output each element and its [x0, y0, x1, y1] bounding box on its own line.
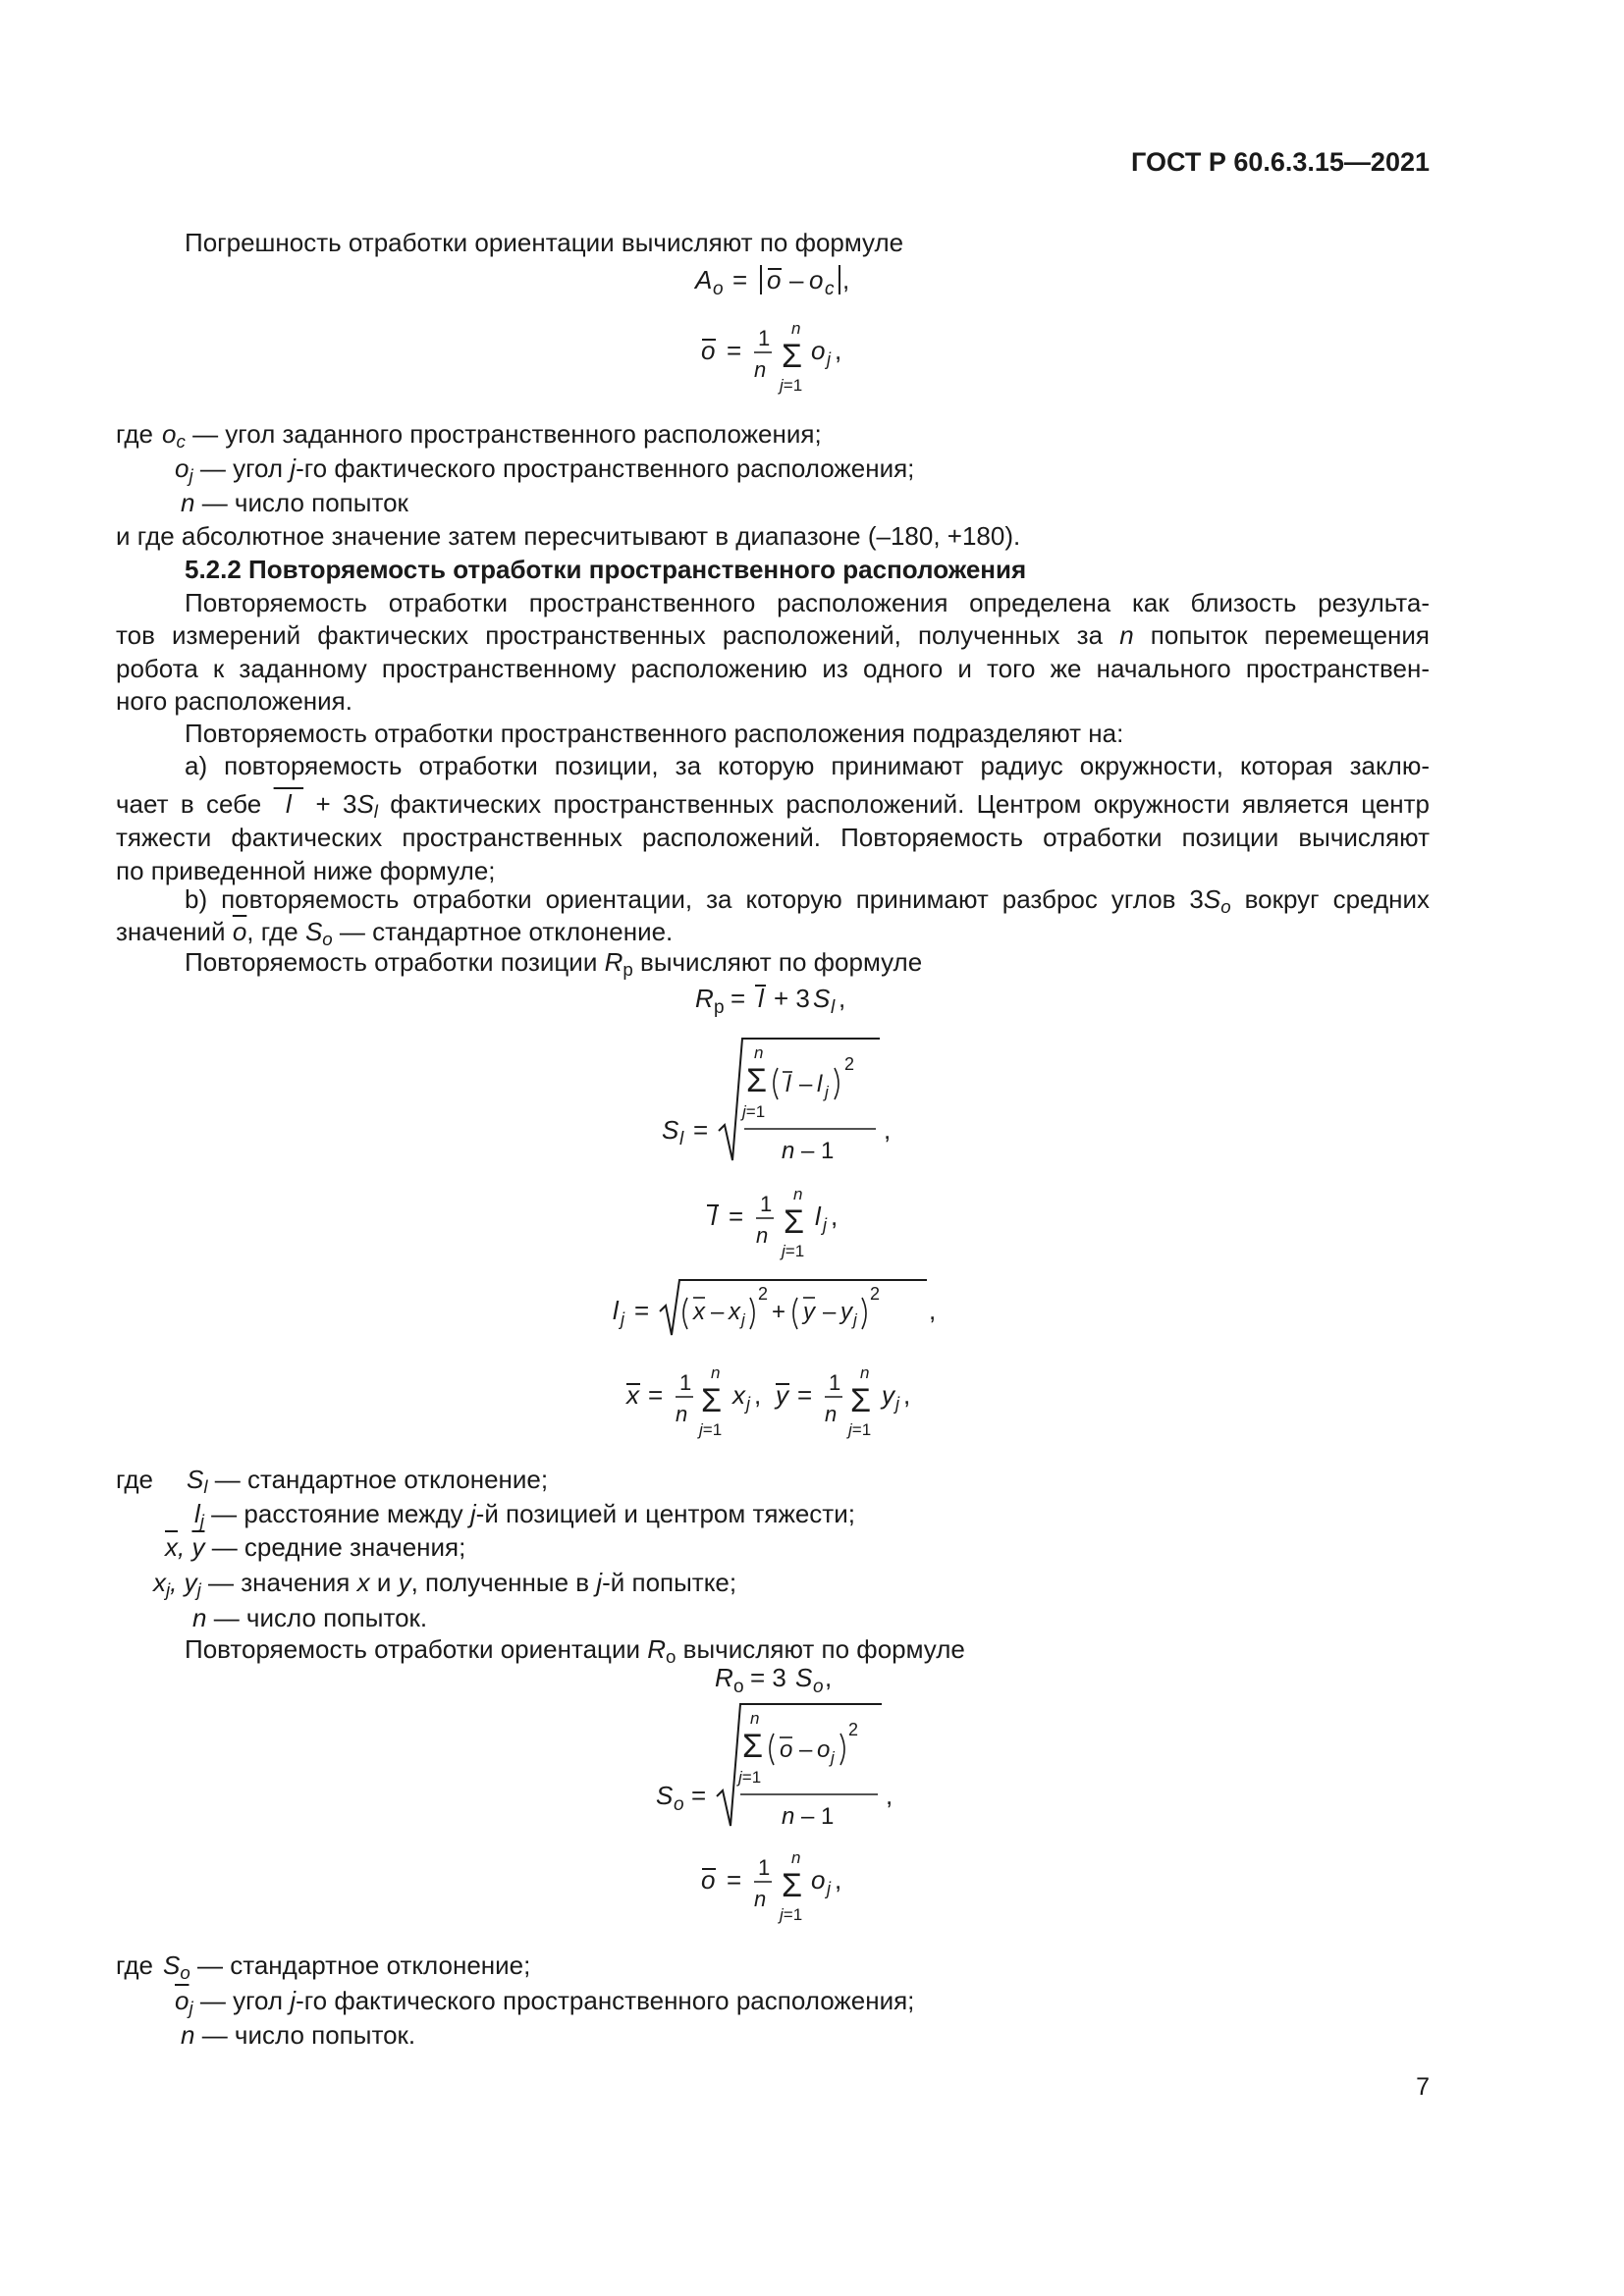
svg-text:S: S: [813, 984, 831, 1013]
svg-text:o: o: [809, 265, 824, 294]
svg-text:o: o: [701, 336, 716, 365]
svg-text:y: y: [776, 1380, 788, 1410]
svg-text:=: =: [727, 1865, 742, 1895]
svg-text:–: –: [799, 1071, 813, 1097]
section-522-p1-line3: робота к заданному пространственному расположению из одного и того же начального пространствен-: [116, 654, 1430, 683]
svg-text:j=1: j=1: [738, 1768, 762, 1787]
svg-text:o: o: [780, 1736, 793, 1763]
svg-text:,: ,: [825, 1663, 833, 1692]
svg-text:j: j: [621, 1309, 624, 1329]
svg-text:c: c: [825, 279, 835, 299]
svg-text:,: ,: [835, 1865, 842, 1895]
svg-text:=: =: [634, 1296, 650, 1325]
formula-ro: [709, 1659, 856, 1698]
svg-text:n: n: [860, 1363, 870, 1382]
item-a-line2: чает в себе $l + 3S_l$ фактических пространственных расположений. Центром окружности является центр: [116, 789, 1431, 823]
def-xbar-ybar: $\overline{x}$, $\overline{y}$ — средние значения;: [165, 1532, 466, 1562]
def-where-word-ro: где: [116, 1950, 153, 1980]
formula-xbar-ybar: [619, 1357, 933, 1447]
svg-text:o: o: [674, 1794, 684, 1815]
page-number: 7: [1416, 2073, 1430, 2101]
svg-text:x: x: [693, 1299, 705, 1325]
formula-orientation-accuracy: [687, 257, 884, 302]
svg-text:– 1: – 1: [801, 1138, 835, 1164]
svg-text:l: l: [711, 1201, 717, 1231]
section-522-p1-line4: ного расположения.: [116, 686, 352, 716]
svg-text:n: n: [791, 1848, 801, 1867]
svg-text:2: 2: [758, 1284, 769, 1304]
svg-text:A: A: [695, 265, 713, 294]
svg-text:1: 1: [829, 1370, 841, 1395]
svg-text:j=1: j=1: [780, 1905, 803, 1924]
svg-text:2: 2: [844, 1054, 855, 1074]
svg-text:l: l: [815, 1201, 821, 1231]
svg-text:j: j: [827, 349, 831, 369]
svg-text:– 1: – 1: [801, 1803, 835, 1830]
def-n-ro: n — число попыток.: [181, 2020, 416, 2050]
svg-text:l: l: [613, 1296, 619, 1325]
def-where-word-a: где: [116, 419, 153, 449]
svg-text:Σ: Σ: [784, 1203, 805, 1241]
svg-text:=: =: [727, 336, 742, 365]
ro-intro: Повторяемость отработки ориентации $R_o$ вычисляют по формуле: [185, 1634, 965, 1668]
item-a-line3: тяжести фактических пространственных расположений. Повторяемость отработки позиции вычисляют: [116, 823, 1430, 852]
svg-text:Σ: Σ: [742, 1728, 764, 1765]
svg-text:,: ,: [754, 1380, 762, 1410]
svg-text:o: o: [767, 265, 782, 294]
item-a-line4: по приведенной ниже формуле;: [116, 856, 496, 885]
svg-text:j: j: [827, 1879, 831, 1898]
def-n-a: n — число попыток: [181, 488, 408, 517]
svg-text:S: S: [656, 1781, 674, 1810]
svg-text:j: j: [825, 1083, 829, 1101]
svg-text:,: ,: [835, 336, 842, 365]
svg-text:=: =: [732, 265, 748, 294]
svg-text:n: n: [711, 1363, 721, 1382]
svg-text:R: R: [715, 1663, 733, 1692]
svg-text:1: 1: [679, 1370, 692, 1395]
svg-text:Σ: Σ: [850, 1382, 872, 1419]
standard-code-header: ГОСТ Р 60.6.3.15—2021: [1131, 147, 1430, 177]
svg-text:j: j: [853, 1310, 857, 1329]
formula-mean-orientation-2: [697, 1842, 864, 1932]
svg-text:–: –: [823, 1299, 837, 1325]
svg-text:j=1: j=1: [782, 1242, 805, 1260]
svg-text:x: x: [732, 1380, 745, 1410]
svg-text:n: n: [750, 1709, 760, 1728]
svg-text:= 3: = 3: [750, 1663, 786, 1692]
svg-text:n: n: [676, 1402, 688, 1426]
svg-text:=: =: [731, 984, 746, 1013]
svg-text:–: –: [789, 265, 804, 294]
svg-text:y: y: [803, 1299, 815, 1325]
item-a-line1: а) повторяемость отработки позиции, за которую принимают радиус окружности, которая заклю-: [185, 751, 1430, 780]
svg-text:n: n: [756, 1223, 769, 1248]
formula-so: [652, 1696, 907, 1834]
item-a-lbar-expr: $l + 3S_l$: [273, 789, 378, 823]
svg-text:n: n: [793, 1185, 803, 1203]
svg-text:j: j: [741, 1310, 745, 1329]
svg-text:+: +: [772, 1299, 786, 1325]
svg-text:–: –: [799, 1736, 813, 1763]
svg-text:=: =: [691, 1781, 707, 1810]
def-oj-ro: $\overline{o}_j$ — угол j-го фактического пространственного расположения;: [175, 1986, 915, 2019]
svg-text:R: R: [695, 984, 714, 1013]
def-lj: $l_j$ — расстояние между j-й позицией и центром тяжести;: [194, 1499, 855, 1532]
svg-text:Σ: Σ: [782, 338, 803, 375]
svg-text:y: y: [882, 1380, 894, 1410]
svg-text:=: =: [729, 1201, 744, 1231]
svg-text:j=1: j=1: [699, 1420, 723, 1439]
svg-text:o: o: [817, 1736, 831, 1763]
svg-text:n: n: [791, 319, 801, 338]
svg-text:l: l: [831, 997, 836, 1018]
svg-text:j: j: [823, 1215, 827, 1235]
svg-text:j=1: j=1: [780, 376, 803, 395]
def-where-word-rp: где: [116, 1465, 153, 1494]
svg-text:x: x: [626, 1380, 639, 1410]
svg-text:2: 2: [870, 1284, 881, 1304]
orientation-error-intro: Погрешность отработки ориентации вычисляют по формуле: [185, 228, 904, 257]
section-522-p2: Повторяемость отработки пространственного расположения подразделяют на:: [185, 719, 1124, 748]
svg-text:–: –: [711, 1299, 725, 1325]
svg-text:o: o: [811, 336, 826, 365]
svg-text:n: n: [782, 1138, 795, 1164]
svg-text:+ 3: + 3: [774, 984, 810, 1013]
svg-text:p: p: [714, 997, 725, 1018]
svg-text:S: S: [662, 1115, 679, 1145]
svg-text:,: ,: [831, 1201, 839, 1231]
svg-text:j: j: [746, 1394, 750, 1414]
def-xj-yj: $x_j$, $y_j$ — значения x и y, полученные в j-й попытке;: [153, 1568, 737, 1601]
svg-text:x: x: [729, 1299, 740, 1325]
svg-text:l: l: [679, 1129, 684, 1149]
def-sl: $S_l$ — стандартное отклонение;: [187, 1465, 549, 1498]
item-b-line1: b) повторяемость отработки ориентации, за которую принимают разброс углов $3S_o$ вокруг средних: [185, 884, 1430, 918]
svg-text:j=1: j=1: [848, 1420, 872, 1439]
formula-mean-orientation-1: [697, 312, 864, 402]
section-522-p1-line2: тов измерений фактических пространственных расположений, полученных за n попыток перемещения: [116, 620, 1430, 650]
svg-text:n: n: [782, 1803, 795, 1830]
svg-text:n: n: [754, 1887, 767, 1911]
formula-sl: [658, 1031, 903, 1168]
svg-text:,: ,: [886, 1781, 893, 1810]
svg-text:=: =: [797, 1380, 813, 1410]
svg-text:S: S: [795, 1663, 813, 1692]
svg-text:Σ: Σ: [746, 1062, 768, 1099]
rp-intro: Повторяемость отработки позиции $R_p$ вычисляют по формуле: [185, 947, 923, 981]
svg-text:o: o: [813, 1677, 824, 1697]
def-oc-text: — угол заданного пространственного расположения;: [192, 419, 822, 449]
svg-text:1: 1: [758, 1855, 771, 1880]
def-oc-symbol: $o_c$: [162, 419, 186, 453]
svg-text:,: ,: [884, 1115, 892, 1145]
def-n-symbol: n: [181, 488, 195, 517]
formula-lbar: [703, 1178, 860, 1268]
def-oj: $o_j$ — угол j-го фактического пространственного расположения;: [175, 454, 915, 487]
def-oj-symbol: $o_j$: [175, 454, 193, 487]
svg-text:l: l: [785, 1071, 791, 1097]
range-note: и где абсолютное значение затем пересчитывают в диапазоне (–180, +180).: [116, 521, 1021, 551]
svg-text:,: ,: [903, 1380, 911, 1410]
svg-text:Σ: Σ: [701, 1382, 723, 1419]
formula-rp: [687, 974, 884, 1019]
svg-text:=: =: [693, 1115, 709, 1145]
svg-text:y: y: [840, 1299, 852, 1325]
svg-text:j=1: j=1: [742, 1102, 766, 1121]
svg-text:=: =: [648, 1380, 664, 1410]
svg-text:n: n: [754, 1043, 764, 1062]
svg-text:Σ: Σ: [782, 1867, 803, 1904]
svg-text:,: ,: [929, 1296, 937, 1325]
def-so: $S_o$ — стандартное отклонение;: [163, 1950, 531, 1984]
svg-text:1: 1: [758, 326, 771, 350]
svg-text:l: l: [758, 984, 764, 1013]
svg-text:l: l: [817, 1071, 823, 1097]
section-522-title: 5.2.2 Повторяемость отработки пространственного расположения: [185, 555, 1027, 584]
svg-text:o: o: [701, 1865, 716, 1895]
svg-text:,: ,: [839, 984, 846, 1013]
svg-text:1: 1: [760, 1192, 773, 1216]
svg-text:o: o: [811, 1865, 826, 1895]
formula-lj: [609, 1274, 943, 1343]
svg-text:o: o: [713, 279, 724, 299]
svg-text:j: j: [895, 1394, 899, 1414]
svg-text:2: 2: [848, 1720, 859, 1739]
svg-text:n: n: [825, 1402, 838, 1426]
svg-text:o: o: [733, 1677, 744, 1697]
item-b-line2: значений $\overline{o}$, где $S_o$ — стандартное отклонение.: [116, 917, 674, 950]
svg-text:,: ,: [842, 265, 850, 294]
svg-text:n: n: [754, 357, 767, 382]
svg-text:j: j: [831, 1748, 835, 1767]
section-522-p1-line1: Повторяемость отработки пространственного расположения определена как близость результа-: [185, 588, 1430, 617]
def-n-rp: n — число попыток.: [192, 1603, 428, 1632]
def-oc: [162, 417, 822, 451]
